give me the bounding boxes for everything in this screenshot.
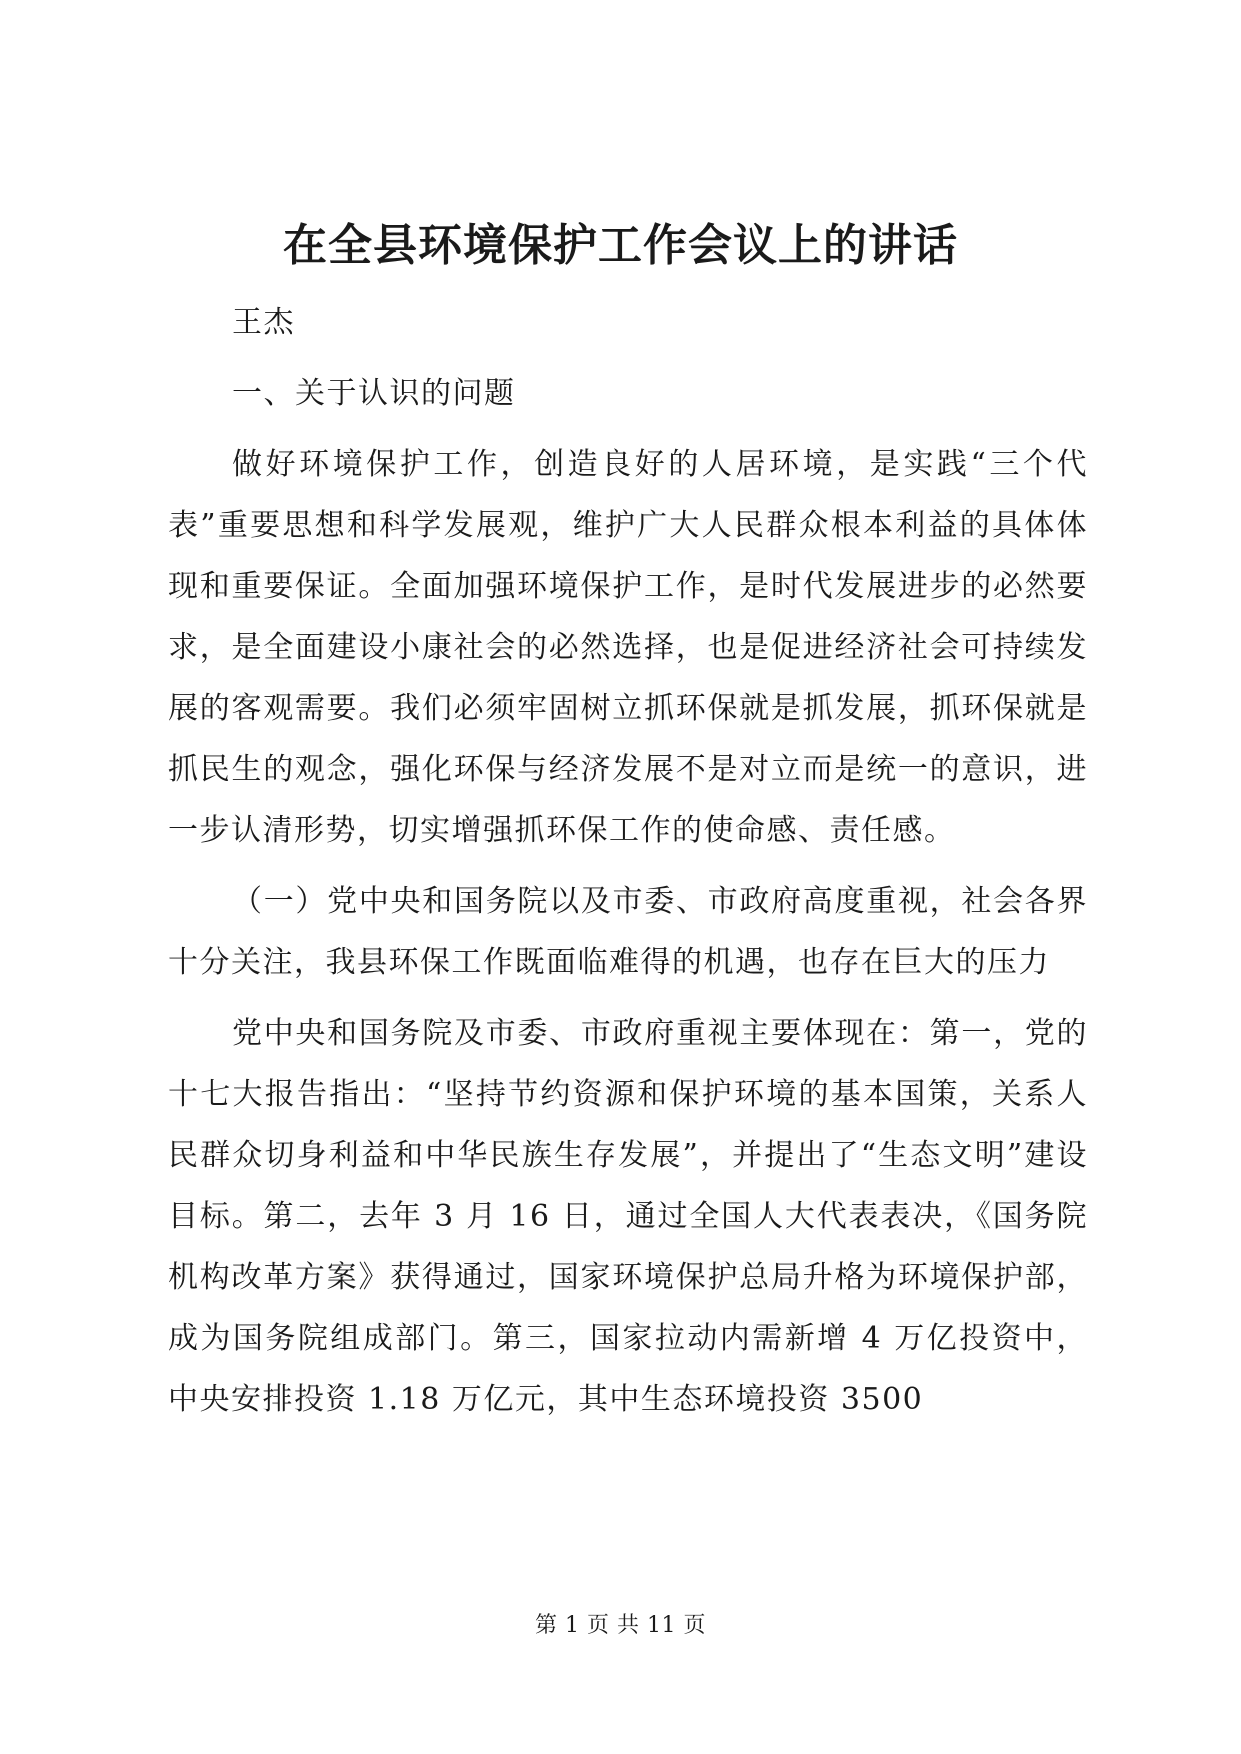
section-heading: 一、关于认识的问题	[232, 376, 516, 411]
body-paragraph: 做好环境保护工作，创造良好的人居环境，是实践“三个代表”重要思想和科学发展观，维护广大人民群众根本利益的具体体现和重要保证。全面加强环境保护工作，是时代发展进步的必然要求，是全面建设小康社会的必然选择，也是促进经济社会可持续发展的客观需要。我们必须牢固树立抓环保就是抓发展，抓环保就是抓民生的观念，强化环保与经济发展不是对立而是统一的意识，进一步认清形势，切实增强抓环保工作的使命感、责任感。	[168, 447, 1088, 848]
body-paragraph: 党中央和国务院及市委、市政府重视主要体现在：第一，党的十七大报告指出：“坚持节约资源和保护环境的基本国策，关系人民群众切身利益和中华民族生存发展”，并提出了“生态文明”建设目标。第二，去年 3 月 16 日，通过全国人大代表表决，《国务院机构改革方案》获得通过，国家环境保护总局升格为环境保护部，成为国务院组成部门。第三，国家拉动内需新增 4 万亿投资中，中央安排投资 1.18 万亿元，其中生态环境投资 3500	[168, 1016, 1088, 1417]
document-title: 在全县环境保护工作会议上的讲话	[283, 220, 958, 271]
document-body	[168, 292, 1088, 1440]
subsection-heading: （一）党中央和国务院以及市委、市政府高度重视，社会各界十分关注，我县环保工作既面临难得的机遇，也存在巨大的压力	[168, 884, 1088, 980]
page-indicator: 第 1 页 共 11 页	[535, 1613, 706, 1638]
author-name: 王杰	[232, 305, 295, 340]
